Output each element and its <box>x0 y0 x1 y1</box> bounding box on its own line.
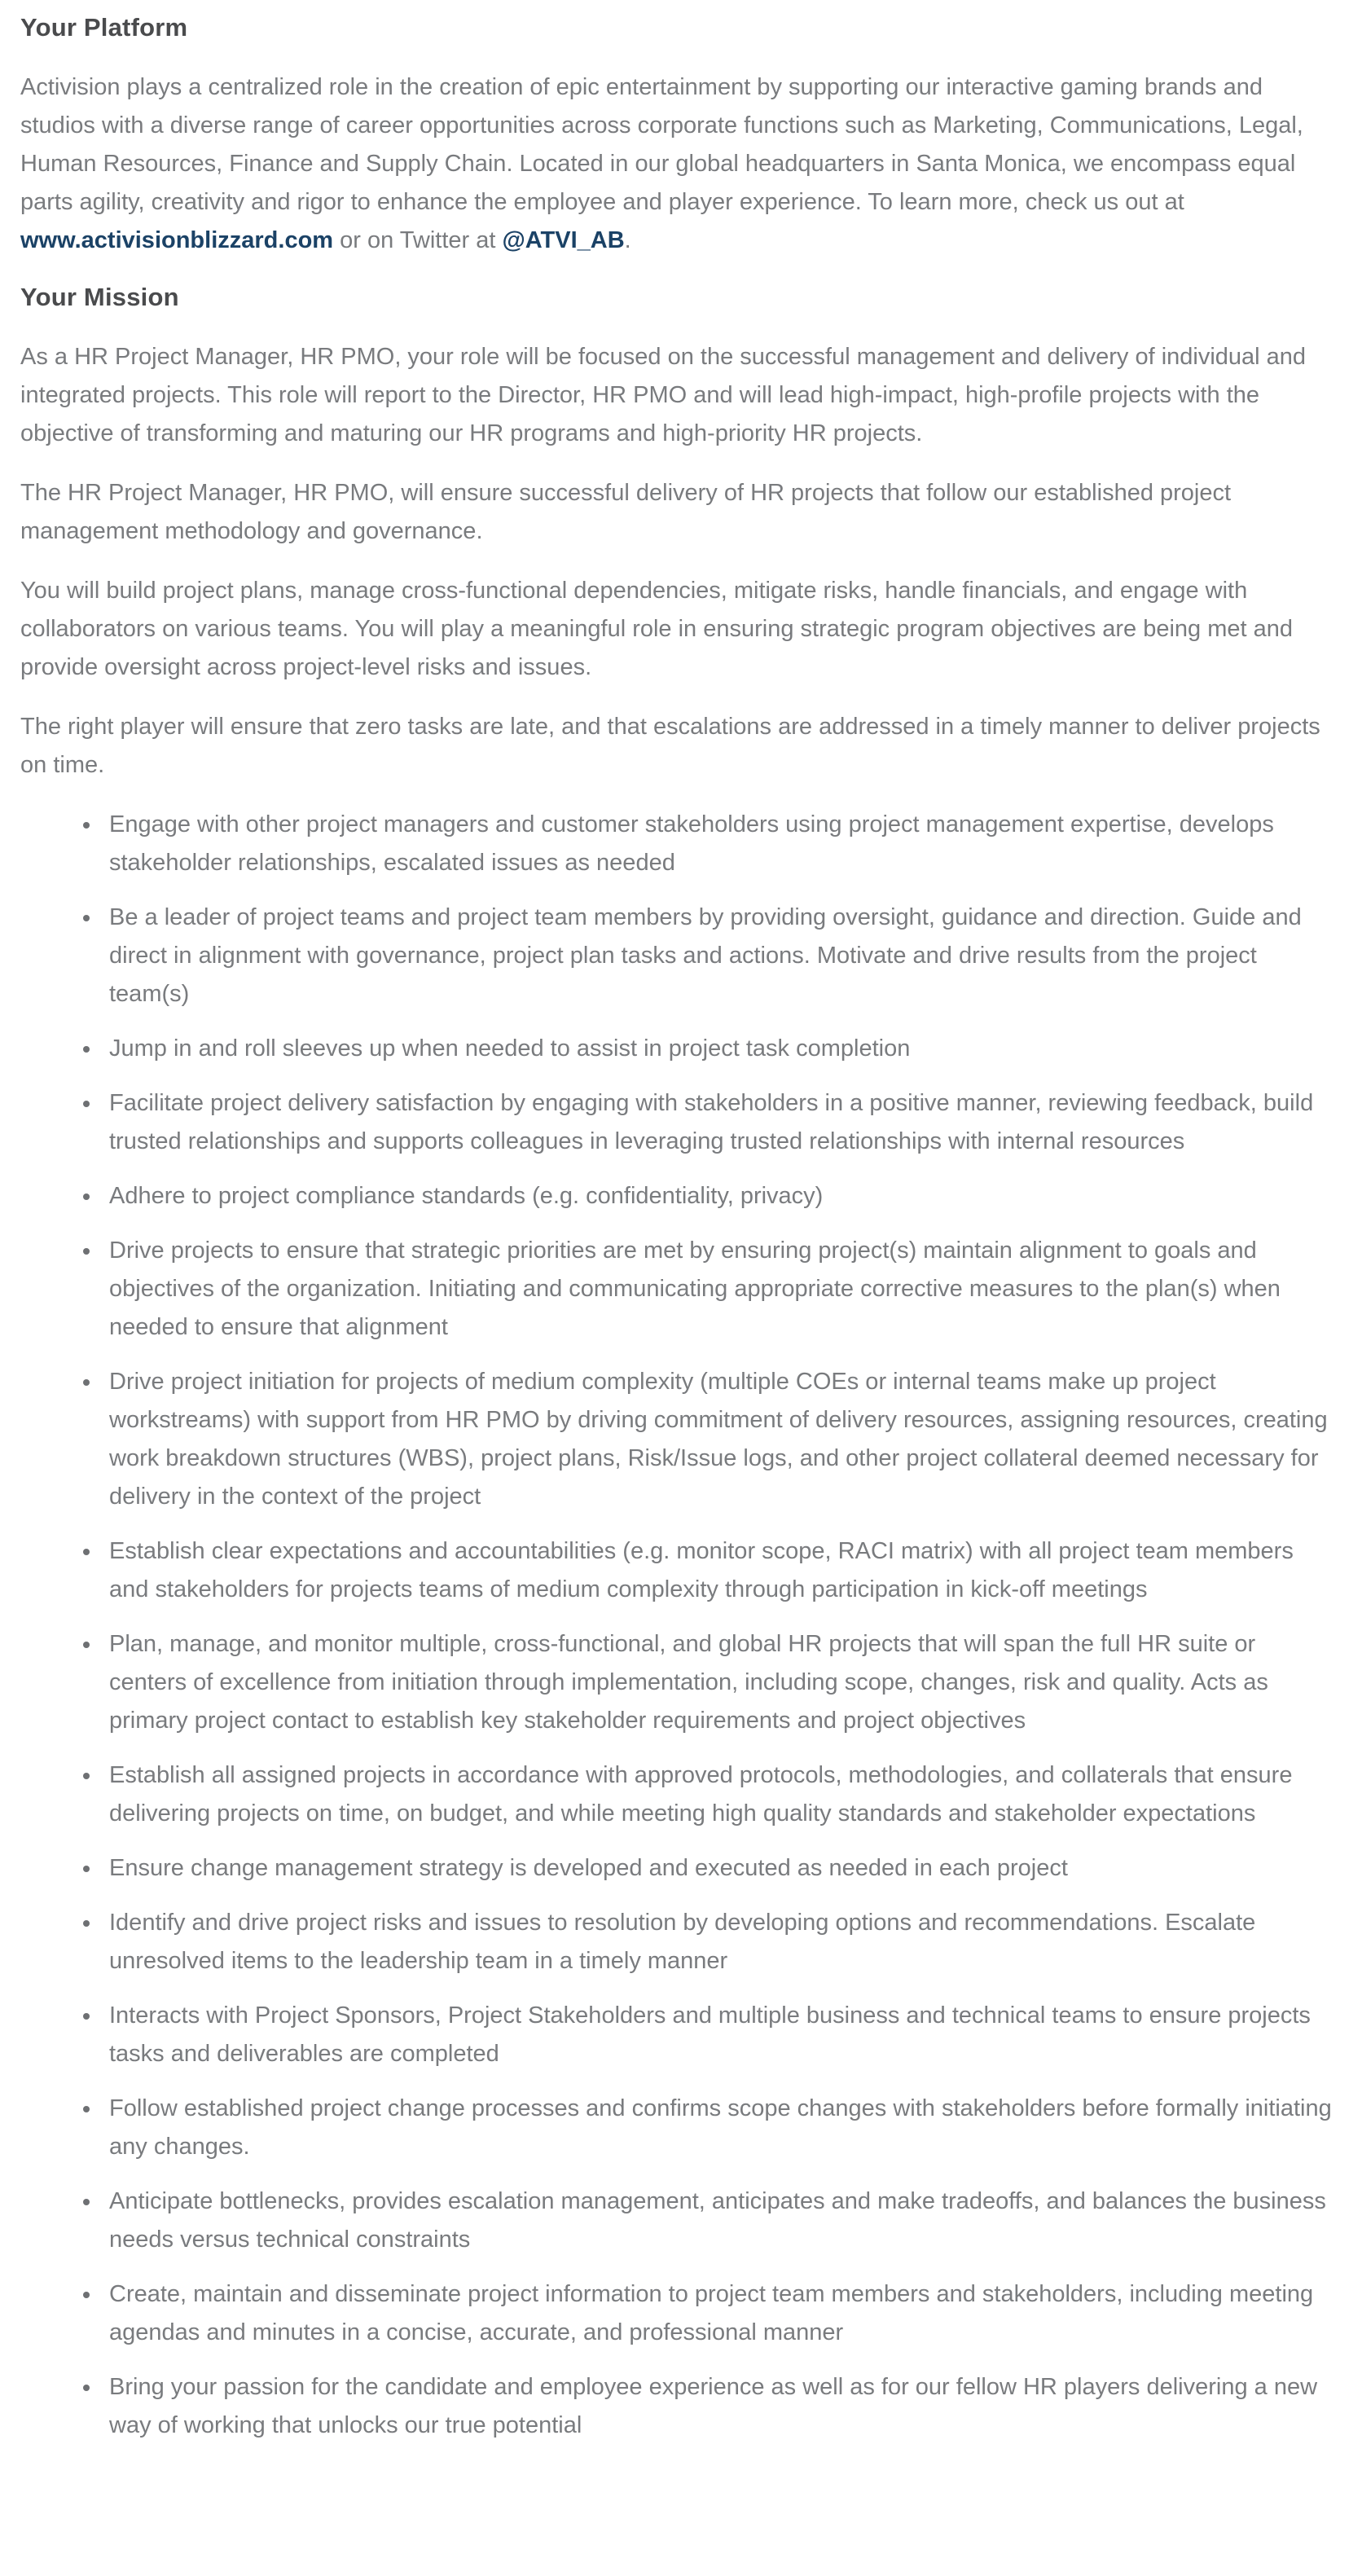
list-item: • Jump in and roll sleeves up when needed to assist in project task completion <box>102 1030 1338 1068</box>
responsibilities-list <box>20 806 1338 2445</box>
platform-text-start: Activision plays a centralized role in the creation of epic entertainment by supporting our interactive gaming brands and studios with a diverse range of career opportunities across corporate functions such as Marketing, Communications, Legal, Human Resources, Finance and Supply Chain. Located in our global headquarters in Santa Monica, we encompass equal parts agility, creativity and rigor to enhance the employee and player experience. To learn more, check us out at <box>20 74 1303 215</box>
list-item: • Create, maintain and disseminate project information to project team members and stakeholders, including meeting agendas and minutes in a concise, accurate, and professional manner <box>102 2275 1338 2352</box>
list-item: • Plan, manage, and monitor multiple, cross-functional, and global HR projects that will span the full HR suite or centers of excellence from initiation through implementation, including scope, changes, risk and quality. Acts as primary project contact to establish key stakeholder requirements and project objectives <box>102 1625 1338 1740</box>
twitter-handle-link[interactable]: @ATVI_AB <box>502 227 625 253</box>
list-item: • Establish clear expectations and accountabilities (e.g. monitor scope, RACI matrix) with all project team members and stakeholders for projects teams of medium complexity through participation in kick-off meetings <box>102 1532 1338 1609</box>
list-item: • Interacts with Project Sponsors, Project Stakeholders and multiple business and technical teams to ensure projects tasks and deliverables are completed <box>102 1997 1338 2073</box>
list-item: • Bring your passion for the candidate and employee experience as well as for our fellow HR players delivering a new way of working that unlocks our true potential <box>102 2368 1338 2445</box>
list-item: • Be a leader of project teams and project team members by providing oversight, guidance and direction. Guide and direct in alignment with governance, project plan tasks and actions. Motivate and drive results from the project team(s) <box>102 899 1338 1013</box>
list-item: • Drive projects to ensure that strategic priorities are met by ensuring project(s) maintain alignment to goals and objectives of the organization. Initiating and communicating appropriate corrective measures to the plan(s) when needed to ensure that alignment <box>102 1232 1338 1347</box>
platform-paragraph <box>20 68 1338 260</box>
list-item: • Adhere to project compliance standards (e.g. confidentiality, privacy) <box>102 1177 1338 1215</box>
list-item: • Establish all assigned projects in accordance with approved protocols, methodologies, and collaterals that ensure delivering projects on time, on budget, and while meeting high quality standards and stakeholder expectations <box>102 1756 1338 1833</box>
section-your-platform <box>20 11 1338 260</box>
your-platform-heading: Your Platform <box>20 13 188 42</box>
list-item: • Facilitate project delivery satisfaction by engaging with stakeholders in a positive manner, reviewing feedback, build trusted relationships and supports colleagues in leveraging trusted relationships with internal resources <box>102 1084 1338 1161</box>
platform-text-end: . <box>624 227 631 253</box>
platform-text-mid: or on Twitter at <box>333 227 503 253</box>
mission-paragraph: The right player will ensure that zero tasks are late, and that escalations are addressed in a timely manner to deliver projects on time. <box>20 714 1320 778</box>
list-item: • Anticipate bottlenecks, provides escalation management, anticipates and make tradeoffs, and balances the business needs versus technical constraints <box>102 2183 1338 2259</box>
mission-paragraph: The HR Project Manager, HR PMO, will ensure successful delivery of HR projects that follow our established project management methodology and governance. <box>20 480 1232 544</box>
list-item: • Identify and drive project risks and issues to resolution by developing options and recommendations. Escalate unresolved items to the leadership team in a timely manner <box>102 1904 1338 1980</box>
list-item: • Follow established project change processes and confirms scope changes with stakeholders before formally initiating any changes. <box>102 2090 1338 2166</box>
mission-paragraph: You will build project plans, manage cross-functional dependencies, mitigate risks, handle financials, and engage with collaborators on various teams. You will play a meaningful role in ensuring strategic program objectives are being met and provide oversight across project-level risks and issues. <box>20 578 1294 680</box>
mission-paragraph: As a HR Project Manager, HR PMO, your role will be focused on the successful management and delivery of individual and integrated projects. This role will report to the Director, HR PMO and will lead high-impact, high-profile projects with the objective of transforming and maturing our HR programs and high-priority HR projects. <box>20 344 1307 446</box>
list-item: • Drive project initiation for projects of medium complexity (multiple COEs or internal teams make up project workstreams) with support from HR PMO by driving commitment of delivery resources, assigning resources, creating work breakdown structures (WBS), project plans, Risk/Issue logs, and other project collateral deemed necessary for delivery in the context of the project <box>102 1363 1338 1516</box>
activisionblizzard-link[interactable]: www.activisionblizzard.com <box>20 227 334 253</box>
list-item: • Ensure change management strategy is developed and executed as needed in each project <box>102 1849 1338 1888</box>
list-item: • Engage with other project managers and customer stakeholders using project management expertise, develops stakeholder relationships, escalated issues as needed <box>102 806 1338 882</box>
section-your-mission <box>20 281 1338 2445</box>
your-mission-heading: Your Mission <box>20 283 179 311</box>
